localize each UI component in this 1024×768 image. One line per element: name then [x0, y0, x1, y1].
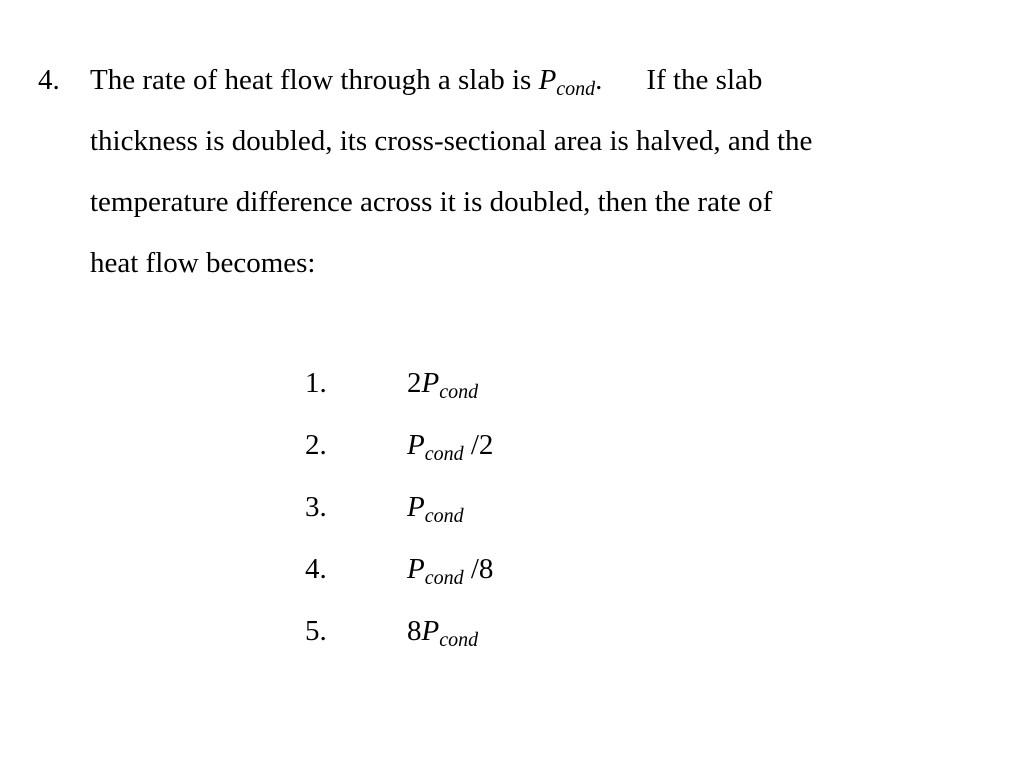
choice-answer	[407, 538, 493, 603]
choice-subscript: cond	[424, 567, 464, 589]
question-number: 4.	[38, 64, 60, 96]
choice-number: 5.	[305, 615, 327, 647]
question-line-2: thickness is doubled, its cross-sectional area is halved, and the	[90, 125, 813, 157]
p-cond-symbol: P	[538, 64, 557, 96]
choice-symbol: P	[407, 429, 425, 461]
choice-number: 3.	[305, 491, 327, 523]
choice-subscript: cond	[424, 443, 464, 465]
choice-symbol: P	[407, 553, 425, 585]
choice-number: 1.	[305, 367, 327, 399]
choice-answer	[407, 414, 493, 479]
choice-suffix: /8	[463, 553, 494, 585]
choice-number: 2.	[305, 429, 327, 461]
question-text	[90, 50, 980, 294]
question-line-4: heat flow becomes:	[90, 247, 316, 279]
question-line-3: temperature difference across it is doubled, then the rate of	[90, 186, 773, 218]
choice-answer	[407, 476, 464, 541]
choice-symbol: P	[421, 367, 440, 399]
choice-prefix: 2	[407, 367, 422, 399]
choice-symbol: P	[407, 491, 425, 523]
choice-suffix: /2	[463, 429, 494, 461]
question-line-1	[90, 50, 980, 111]
question-line-1-text: The rate of heat flow through a slab is	[90, 64, 539, 96]
choice-prefix: 8	[407, 615, 422, 647]
choice-number: 4.	[305, 553, 327, 585]
choice-answer	[407, 352, 478, 417]
choice-subscript: cond	[439, 381, 479, 403]
choice-answer	[407, 600, 478, 665]
choice-subscript: cond	[439, 629, 479, 651]
p-cond-subscript: cond	[556, 78, 596, 100]
question-line-1-period: .	[595, 64, 603, 96]
choice-symbol: P	[421, 615, 440, 647]
question-line-1-tail: If the slab	[646, 64, 763, 96]
choice-subscript: cond	[424, 505, 464, 527]
